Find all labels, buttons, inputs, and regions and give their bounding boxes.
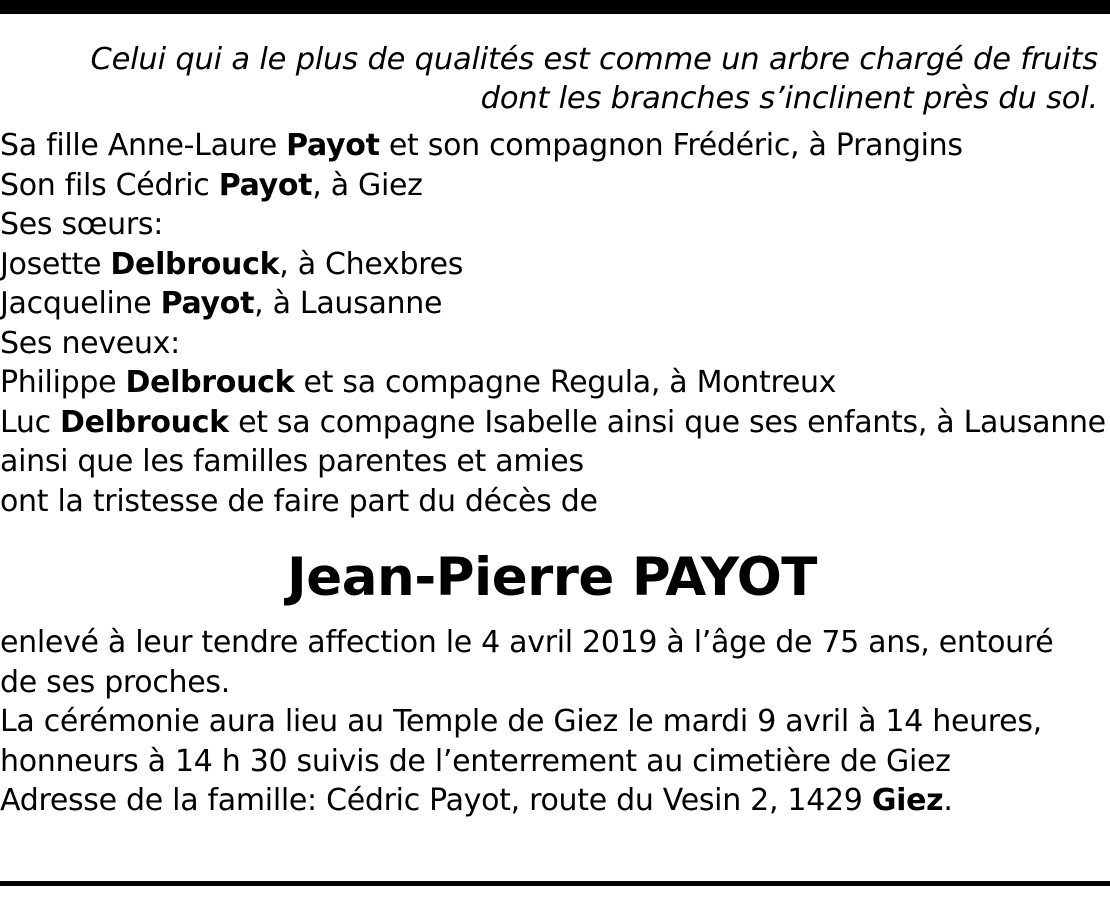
survivor-pre: ont la tristesse de faire part du décès de	[0, 483, 598, 519]
survivor-surname: Payot	[160, 286, 255, 321]
survivor-line	[0, 403, 1104, 443]
closing-bold: Giez	[871, 783, 944, 818]
survivor-line	[0, 442, 1104, 482]
closing-pre: enlevé à leur tendre affection le 4 avril 2019 à l’âge de 75 ans, entouré	[0, 625, 1054, 660]
closing-line	[0, 742, 1104, 782]
survivor-pre: ainsi que les familles parentes et amies	[0, 444, 584, 479]
survivor-line	[0, 324, 1104, 364]
survivor-line	[0, 363, 1104, 403]
survivor-line	[0, 245, 1104, 285]
closing-post: .	[943, 783, 953, 818]
epigraph-line: Celui qui a le plus de qualités est comme un arbre chargé de fruits	[90, 42, 1098, 77]
survivor-line	[0, 126, 1104, 166]
closing-line	[0, 702, 1104, 742]
survivor-post: et sa compagne Regula, à Montreux	[294, 365, 837, 400]
closing-pre: honneurs à 14 h 30 suivis de l’enterrement au cimetière de Giez	[0, 743, 951, 779]
epigraph-line: dont les branches s’inclinent près du sol.	[480, 81, 1098, 116]
bottom-rule	[0, 881, 1110, 886]
survivor-surname: Payot	[218, 167, 313, 203]
survivor-line	[0, 205, 1104, 245]
survivor-line	[0, 284, 1104, 324]
survivor-post: et sa compagne Isabelle ainsi que ses enfants, à Lausanne	[228, 404, 1106, 440]
survivor-pre: Son fils Cédric	[0, 167, 219, 203]
survivor-post: , à Giez	[312, 167, 423, 203]
notice-content	[0, 14, 1110, 821]
survivor-pre: Ses neveux:	[0, 325, 180, 361]
survivors-list	[0, 126, 1104, 521]
survivor-pre: Philippe	[0, 365, 126, 400]
survivor-pre: Jacqueline	[0, 286, 161, 321]
survivor-pre: Ses sœurs:	[0, 207, 164, 242]
survivor-post: , à Chexbres	[279, 246, 464, 282]
survivor-post: et son compagnon Frédéric, à Prangins	[379, 128, 963, 163]
closing-text	[0, 623, 1104, 821]
survivor-surname: Delbrouck	[110, 246, 280, 282]
top-rule	[0, 0, 1110, 14]
survivor-pre: Sa fille Anne-Laure	[0, 128, 287, 163]
survivor-surname: Delbrouck	[60, 404, 229, 440]
survivor-surname: Payot	[286, 128, 380, 163]
closing-line	[0, 781, 1104, 821]
deceased-name: Jean-Pierre PAYOT	[287, 547, 817, 608]
survivor-surname: Delbrouck	[125, 365, 295, 400]
survivor-post: , à Lausanne	[254, 286, 443, 321]
closing-pre: Adresse de la famille: Cédric Payot, route du Vesin 2, 1429	[0, 783, 872, 818]
epigraph	[0, 40, 1098, 118]
survivor-pre: Luc	[0, 404, 61, 440]
survivor-line	[0, 482, 1104, 522]
closing-pre: de ses proches.	[0, 664, 230, 700]
closing-line	[0, 623, 1104, 663]
survivor-line	[0, 166, 1104, 206]
survivor-pre: Josette	[0, 246, 111, 282]
closing-pre: La cérémonie aura lieu au Temple de Giez le mardi 9 avril à 14 heures,	[0, 704, 1042, 739]
closing-line	[0, 663, 1104, 703]
